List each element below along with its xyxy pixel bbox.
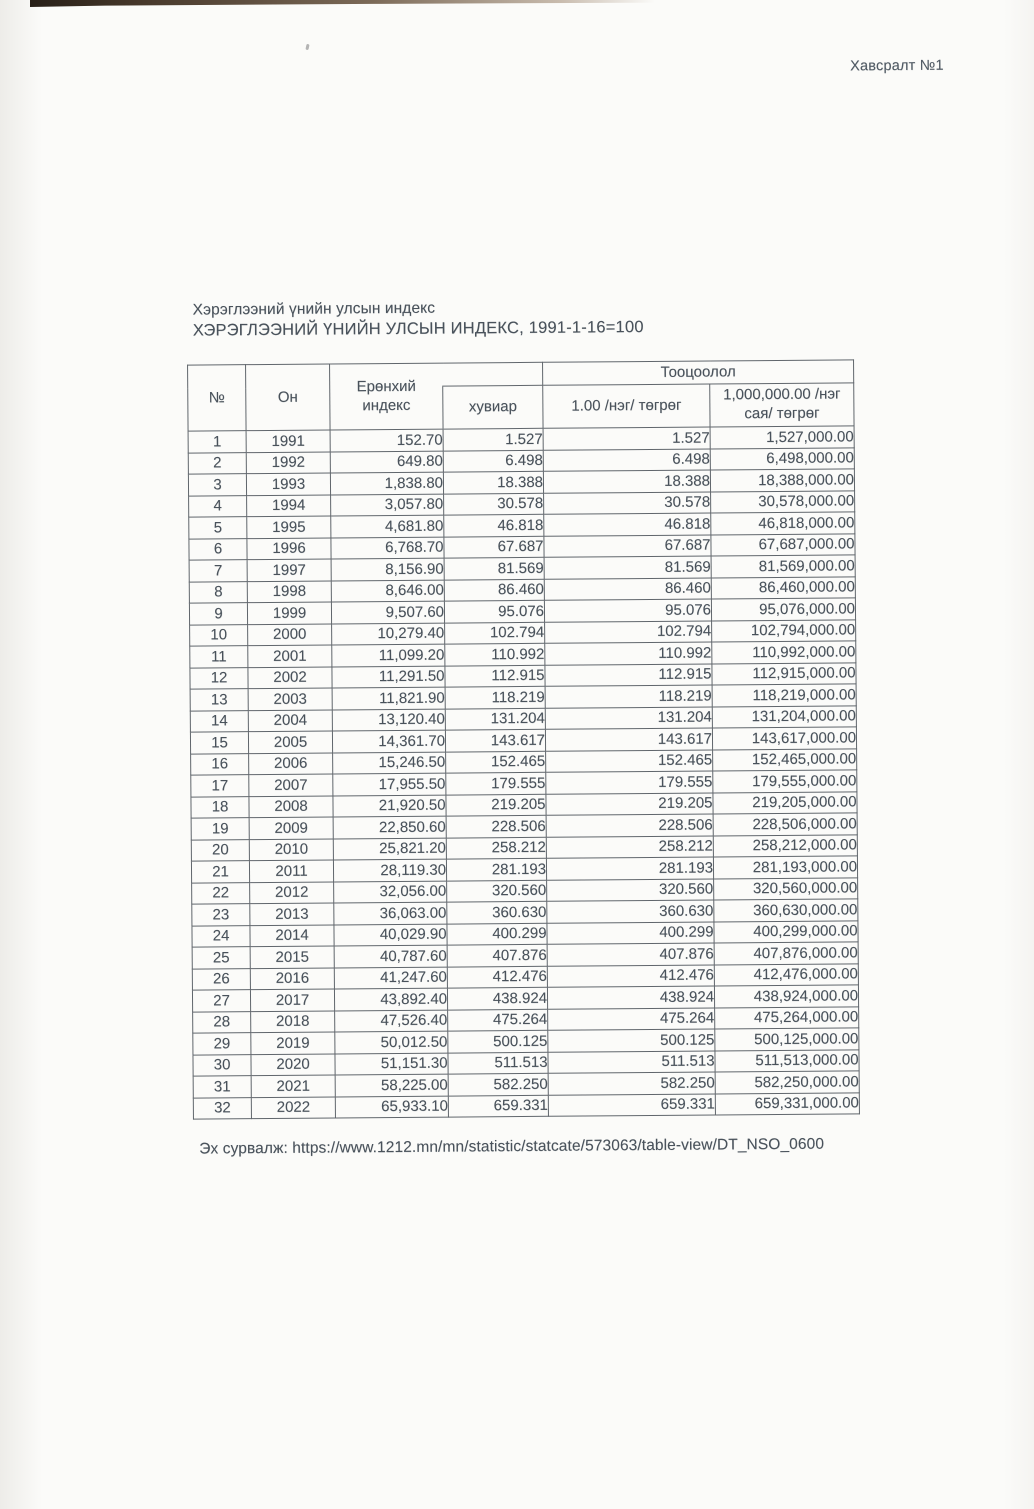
cell-percent: 102.794 (445, 622, 545, 644)
cell-general-index: 28,119.30 (333, 859, 446, 881)
cell-no: 16 (191, 753, 249, 775)
cell-per-1-togrog: 86.460 (544, 577, 711, 600)
cell-no: 22 (192, 882, 250, 904)
cell-percent: 582.250 (448, 1073, 548, 1095)
cell-per-1m-togrog: 131,204,000.00 (712, 705, 856, 728)
cell-percent: 412.476 (447, 966, 547, 988)
cell-per-1-togrog: 511.513 (548, 1050, 715, 1073)
cell-general-index: 14,361.70 (332, 730, 445, 752)
cpi-table-header (188, 360, 855, 431)
cell-percent: 228.506 (446, 815, 546, 837)
cell-year: 2003 (248, 688, 332, 710)
cell-no: 20 (191, 839, 249, 861)
cell-percent: 67.687 (444, 536, 544, 558)
cell-per-1-togrog: 582.250 (548, 1072, 715, 1095)
cell-per-1-togrog: 320.560 (547, 878, 714, 901)
cell-year: 2017 (250, 989, 334, 1011)
cell-per-1m-togrog: 152,465,000.00 (713, 748, 857, 771)
cell-year: 2014 (250, 924, 334, 946)
cell-per-1m-togrog: 360,630,000.00 (714, 899, 858, 922)
cell-no: 19 (191, 818, 249, 840)
cell-general-index: 1,838.80 (330, 472, 443, 494)
cell-per-1-togrog: 438.924 (547, 986, 714, 1009)
cell-per-1m-togrog: 30,578,000.00 (711, 490, 855, 513)
cell-per-1-togrog: 1.527 (543, 427, 710, 450)
cell-no: 5 (189, 517, 247, 539)
cell-percent: 320.560 (447, 880, 547, 902)
cell-no: 1 (188, 431, 246, 453)
cell-per-1-togrog: 179.555 (546, 771, 713, 794)
cell-per-1m-togrog: 18,388,000.00 (710, 469, 854, 492)
cell-percent: 407.876 (447, 944, 547, 966)
cell-general-index: 51,151.30 (335, 1053, 448, 1075)
cell-general-index: 6,768.70 (331, 537, 444, 559)
cell-general-index: 11,821.90 (332, 687, 445, 709)
cell-year: 2015 (250, 946, 334, 968)
cell-no: 17 (191, 775, 249, 797)
cell-per-1m-togrog: 179,555,000.00 (713, 770, 857, 793)
cell-year: 1991 (246, 430, 330, 452)
cell-general-index: 15,246.50 (333, 752, 446, 774)
cell-no: 23 (192, 904, 250, 926)
cell-year: 2019 (251, 1032, 335, 1054)
cell-general-index: 8,646.00 (331, 580, 444, 602)
cell-general-index: 11,291.50 (332, 666, 445, 688)
cell-per-1m-togrog: 46,818,000.00 (711, 512, 855, 535)
cell-percent: 86.460 (444, 579, 544, 601)
cell-year: 2020 (251, 1053, 335, 1075)
cell-general-index: 41,247.60 (334, 967, 447, 989)
cell-no: 9 (189, 603, 247, 625)
cell-per-1m-togrog: 659,331,000.00 (715, 1092, 859, 1115)
cell-percent: 475.264 (448, 1009, 548, 1031)
cell-year: 2009 (249, 817, 333, 839)
cell-percent: 219.205 (446, 794, 546, 816)
header-general-index-line2: индекс (362, 396, 411, 414)
header-calculation-group: Тооцоолол (543, 360, 854, 385)
cell-year: 1999 (247, 602, 331, 624)
cell-per-1-togrog: 400.299 (547, 921, 714, 944)
cell-percent: 6.498 (443, 450, 543, 472)
cell-percent: 511.513 (448, 1052, 548, 1074)
cell-per-1-togrog: 475.264 (548, 1007, 715, 1030)
cell-per-1-togrog: 281.193 (546, 857, 713, 880)
source-line: Эх сурвалж: https://www.1212.mn/mn/statistic/statcate/573063/table-view/DT_NSO_0600 (199, 1135, 825, 1158)
cell-year: 2000 (248, 623, 332, 645)
cell-no: 18 (191, 796, 249, 818)
header-year: Он (246, 364, 331, 431)
cell-per-1-togrog: 360.630 (547, 900, 714, 923)
cell-year: 2013 (250, 903, 334, 925)
cell-general-index: 21,920.50 (333, 795, 446, 817)
cell-general-index: 25,821.20 (333, 838, 446, 860)
cell-no: 21 (191, 861, 249, 883)
cell-per-1-togrog: 67.687 (544, 534, 711, 557)
cell-year: 2005 (248, 731, 332, 753)
cell-year: 2021 (251, 1075, 335, 1097)
cell-no: 27 (192, 990, 250, 1012)
cell-year: 1993 (246, 473, 330, 495)
cell-year: 1992 (246, 451, 330, 473)
cell-general-index: 649.80 (330, 451, 443, 473)
cell-year: 1995 (247, 516, 331, 538)
cell-percent: 258.212 (446, 837, 546, 859)
cell-no: 11 (190, 646, 248, 668)
cell-general-index: 40,787.60 (334, 945, 447, 967)
cell-general-index: 36,063.00 (334, 902, 447, 924)
cell-percent: 659.331 (448, 1095, 548, 1117)
table-row (193, 1092, 859, 1119)
cell-no: 15 (190, 732, 248, 754)
cell-no: 3 (188, 474, 246, 496)
cell-per-1-togrog: 152.465 (546, 749, 713, 772)
cell-year: 2002 (248, 666, 332, 688)
cell-year: 2010 (249, 838, 333, 860)
cell-general-index: 9,507.60 (331, 601, 444, 623)
cell-no: 14 (190, 710, 248, 732)
cell-per-1m-togrog: 102,794,000.00 (712, 619, 856, 642)
cell-no: 13 (190, 689, 248, 711)
cell-per-1-togrog: 112.915 (545, 663, 712, 686)
cell-per-1m-togrog: 407,876,000.00 (714, 942, 858, 965)
cell-per-1-togrog: 131.204 (545, 706, 712, 729)
cell-per-1m-togrog: 258,212,000.00 (713, 834, 857, 857)
cell-percent: 112.915 (445, 665, 545, 687)
cpi-table-body (188, 426, 859, 1119)
cell-general-index: 65,933.10 (335, 1096, 448, 1118)
cell-per-1m-togrog: 95,076,000.00 (711, 598, 855, 621)
cell-year: 2007 (249, 774, 333, 796)
cell-percent: 95.076 (444, 600, 544, 622)
cell-percent: 18.388 (443, 471, 543, 493)
cell-per-1-togrog: 6.498 (543, 448, 710, 471)
cell-per-1m-togrog: 320,560,000.00 (714, 877, 858, 900)
cell-per-1-togrog: 95.076 (544, 599, 711, 622)
cell-per-1m-togrog: 582,250,000.00 (715, 1071, 859, 1094)
cell-percent: 400.299 (447, 923, 547, 945)
cell-per-1-togrog: 46.818 (544, 513, 711, 536)
cell-no: 7 (189, 560, 247, 582)
cell-per-1m-togrog: 81,569,000.00 (711, 555, 855, 578)
cell-per-1-togrog: 258.212 (546, 835, 713, 858)
cell-no: 6 (189, 538, 247, 560)
document-title-uppercase: ХЭРЭГЛЭЭНИЙ ҮНИЙН УЛСЫН ИНДЕКС, 1991-1-16=100 (192, 318, 644, 340)
header-per-1m-togrog-line1: 1,000,000.00 /нэг (723, 385, 841, 404)
cell-per-1-togrog: 228.506 (546, 814, 713, 837)
cell-percent: 152.465 (446, 751, 546, 773)
cell-year: 1998 (247, 580, 331, 602)
cell-no: 26 (192, 968, 250, 990)
cell-general-index: 22,850.60 (333, 816, 446, 838)
cell-percent: 46.818 (444, 514, 544, 536)
cell-year: 2018 (251, 1010, 335, 1032)
cell-general-index: 10,279.40 (332, 623, 445, 645)
cell-no: 2 (188, 452, 246, 474)
cell-no: 25 (192, 947, 250, 969)
header-general-index-line1: Ерөнхий (356, 377, 416, 396)
cell-per-1m-togrog: 112,915,000.00 (712, 662, 856, 685)
cell-general-index: 32,056.00 (334, 881, 447, 903)
cell-per-1m-togrog: 219,205,000.00 (713, 791, 857, 814)
cell-general-index: 3,057.80 (331, 494, 444, 516)
cell-per-1-togrog: 407.876 (547, 943, 714, 966)
cell-per-1-togrog: 412.476 (547, 964, 714, 987)
cell-per-1m-togrog: 6,498,000.00 (710, 447, 854, 470)
cell-general-index: 50,012.50 (335, 1031, 448, 1053)
cell-percent: 110.992 (445, 643, 545, 665)
cell-general-index: 47,526.40 (335, 1010, 448, 1032)
cell-per-1m-togrog: 511,513,000.00 (715, 1049, 859, 1072)
cell-per-1-togrog: 18.388 (543, 470, 710, 493)
cell-general-index: 43,892.40 (334, 988, 447, 1010)
cell-per-1-togrog: 659.331 (548, 1093, 715, 1116)
header-percent: хувиар (443, 385, 543, 429)
cell-year: 2016 (250, 967, 334, 989)
cell-per-1m-togrog: 110,992,000.00 (712, 641, 856, 664)
cell-year: 1996 (247, 537, 331, 559)
cell-no: 28 (193, 1011, 251, 1033)
document-title-lowercase: Хэрэглээний үнийн улсын индекс (192, 299, 436, 319)
cell-per-1m-togrog: 281,193,000.00 (713, 856, 857, 879)
cell-no: 10 (190, 624, 248, 646)
cell-per-1m-togrog: 86,460,000.00 (711, 576, 855, 599)
cell-no: 29 (193, 1033, 251, 1055)
cell-percent: 281.193 (446, 858, 546, 880)
cell-per-1m-togrog: 1,527,000.00 (710, 426, 854, 449)
cell-no: 8 (189, 581, 247, 603)
cell-general-index: 8,156.90 (331, 558, 444, 580)
cell-no: 30 (193, 1054, 251, 1076)
cell-percent: 500.125 (448, 1030, 548, 1052)
cell-general-index: 13,120.40 (332, 709, 445, 731)
cell-no: 12 (190, 667, 248, 689)
cell-general-index: 58,225.00 (335, 1074, 448, 1096)
cell-per-1-togrog: 219.205 (546, 792, 713, 815)
cell-per-1-togrog: 143.617 (545, 728, 712, 751)
cell-year: 2012 (250, 881, 334, 903)
header-no: № (188, 365, 247, 431)
cell-percent: 30.578 (444, 493, 544, 515)
cell-per-1m-togrog: 500,125,000.00 (715, 1028, 859, 1051)
cell-per-1-togrog: 30.578 (544, 491, 711, 514)
cell-percent: 438.924 (447, 987, 547, 1009)
document-titles (193, 296, 644, 342)
cell-per-1m-togrog: 412,476,000.00 (714, 963, 858, 986)
cell-percent: 179.555 (446, 772, 546, 794)
cell-year: 2006 (249, 752, 333, 774)
header-general-index (330, 363, 444, 430)
cell-year: 2004 (248, 709, 332, 731)
cell-no: 32 (193, 1097, 251, 1119)
cell-year: 2008 (249, 795, 333, 817)
cell-percent: 143.617 (445, 729, 545, 751)
cell-per-1-togrog: 110.992 (545, 642, 712, 665)
cpi-table (187, 359, 860, 1119)
cell-year: 1997 (247, 559, 331, 581)
header-gap-cell (443, 362, 543, 386)
cell-per-1m-togrog: 67,687,000.00 (711, 533, 855, 556)
cell-general-index: 152.70 (330, 429, 443, 451)
cell-per-1-togrog: 118.219 (545, 685, 712, 708)
cell-per-1m-togrog: 475,264,000.00 (715, 1006, 859, 1029)
cell-per-1m-togrog: 118,219,000.00 (712, 684, 856, 707)
cell-year: 1994 (247, 494, 331, 516)
header-per-1-togrog: 1.00 /нэг/ төгрөг (543, 384, 710, 428)
header-per-1m-togrog-line2: сая/ төгрөг (744, 404, 820, 423)
cell-per-1-togrog: 81.569 (544, 556, 711, 579)
cell-percent: 118.219 (445, 686, 545, 708)
cell-general-index: 40,029.90 (334, 924, 447, 946)
cell-per-1-togrog: 102.794 (545, 620, 712, 643)
cell-year: 2001 (248, 645, 332, 667)
cell-no: 31 (193, 1076, 251, 1098)
appendix-label: Хавсралт №1 (850, 57, 944, 75)
cell-no: 24 (192, 925, 250, 947)
cell-per-1m-togrog: 228,506,000.00 (713, 813, 857, 836)
cell-percent: 81.569 (444, 557, 544, 579)
cell-per-1m-togrog: 400,299,000.00 (714, 920, 858, 943)
cell-year: 2022 (251, 1096, 335, 1118)
cell-per-1-togrog: 500.125 (548, 1029, 715, 1052)
cell-per-1m-togrog: 438,924,000.00 (714, 985, 858, 1008)
cell-percent: 1.527 (443, 428, 543, 450)
cell-percent: 360.630 (447, 901, 547, 923)
header-per-1m-togrog (710, 383, 854, 427)
cell-per-1m-togrog: 143,617,000.00 (712, 727, 856, 750)
cell-percent: 131.204 (445, 708, 545, 730)
cell-no: 4 (189, 495, 247, 517)
cell-general-index: 4,681.80 (331, 515, 444, 537)
cell-general-index: 17,955.50 (333, 773, 446, 795)
cell-year: 2011 (249, 860, 333, 882)
cell-general-index: 11,099.20 (332, 644, 445, 666)
